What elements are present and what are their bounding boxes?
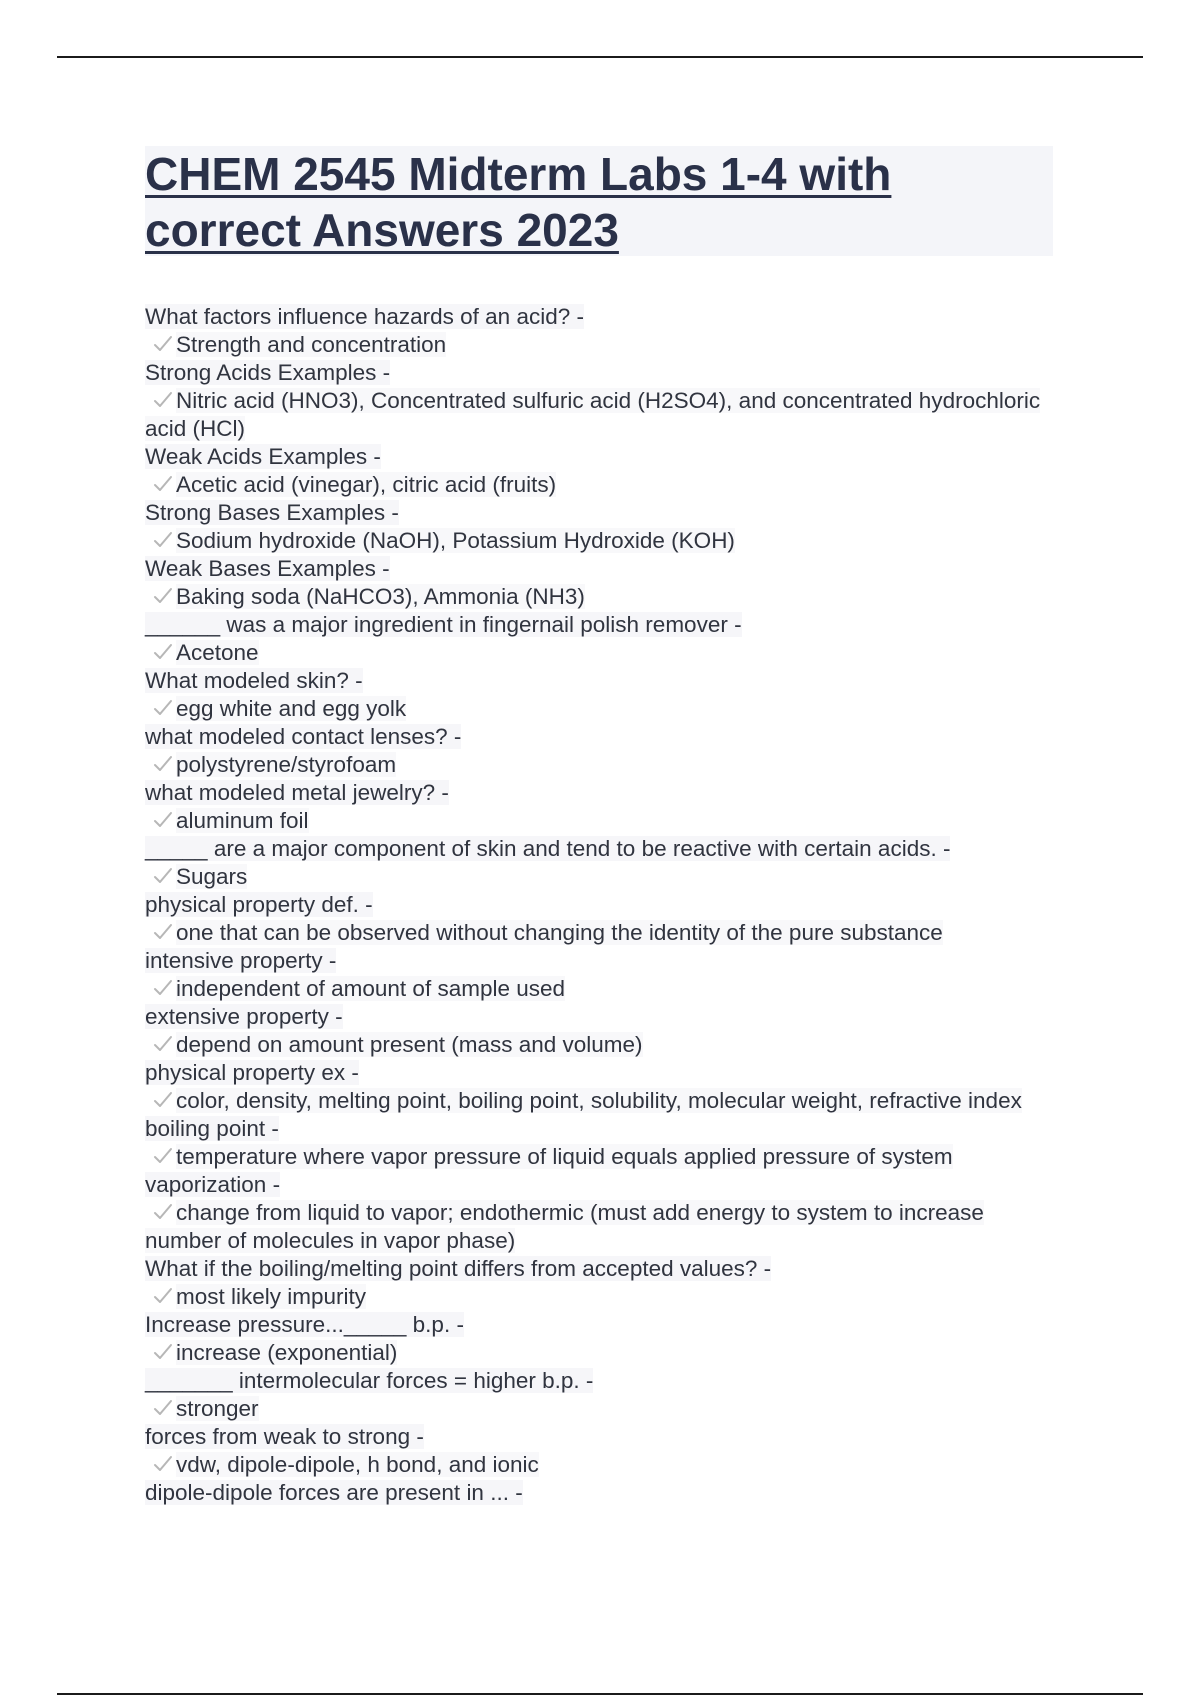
qa-list — [145, 303, 1065, 1507]
answer-text: depend on amount present (mass and volume) — [176, 1032, 643, 1057]
page-title — [145, 146, 1053, 258]
check-icon — [153, 1035, 173, 1053]
answer — [145, 527, 1065, 555]
qa-item — [145, 1367, 1065, 1423]
answer — [145, 331, 1065, 359]
qa-item — [145, 891, 1065, 947]
answer — [145, 1451, 1065, 1479]
qa-item — [145, 303, 1065, 359]
answer-text: increase (exponential) — [176, 1340, 398, 1365]
answer — [145, 1283, 1065, 1311]
check-icon — [153, 1455, 173, 1473]
question — [145, 891, 1065, 919]
check-icon — [153, 755, 173, 773]
question — [145, 1171, 1065, 1199]
answer-text: temperature where vapor pressure of liquid equals applied pressure of system — [176, 1144, 953, 1169]
question — [145, 555, 1065, 583]
answer — [145, 1031, 1065, 1059]
qa-item — [145, 555, 1065, 611]
check-icon — [153, 923, 173, 941]
answer-text: independent of amount of sample used — [176, 976, 566, 1001]
question-text: extensive property - — [145, 1004, 343, 1029]
qa-item — [145, 1479, 1065, 1507]
question-text: physical property def. - — [145, 892, 373, 917]
question-text: dipole-dipole forces are present in ... - — [145, 1480, 523, 1505]
answer-text: vdw, dipole-dipole, h bond, and ionic — [176, 1452, 539, 1477]
answer — [145, 807, 1065, 835]
qa-item — [145, 359, 1065, 443]
answer-text: Sodium hydroxide (NaOH), Potassium Hydroxide (KOH) — [176, 528, 735, 553]
question-text: _______ intermolecular forces = higher b.p. - — [145, 1368, 594, 1393]
answer — [145, 471, 1065, 499]
answer-text: Acetone — [176, 640, 259, 665]
question — [145, 835, 1065, 863]
qa-item — [145, 499, 1065, 555]
answer — [145, 751, 1065, 779]
check-icon — [153, 1147, 173, 1165]
check-icon — [153, 811, 173, 829]
qa-item — [145, 1423, 1065, 1479]
qa-item — [145, 947, 1065, 1003]
answer — [145, 975, 1065, 1003]
answer — [145, 1087, 1065, 1115]
qa-item — [145, 1311, 1065, 1367]
answer — [145, 863, 1065, 891]
question — [145, 303, 1065, 331]
check-icon — [153, 1343, 173, 1361]
check-icon — [153, 699, 173, 717]
top-rule — [57, 56, 1143, 58]
check-icon — [153, 1287, 173, 1305]
check-icon — [153, 1203, 173, 1221]
question-text: What if the boiling/melting point differs from accepted values? - — [145, 1256, 772, 1281]
qa-item — [145, 835, 1065, 891]
title-line-2: correct Answers 2023 — [145, 204, 619, 256]
answer-text: color, density, melting point, boiling point, solubility, molecular weight, refractive index — [176, 1088, 1022, 1113]
question-text: What factors influence hazards of an acid? - — [145, 304, 584, 329]
check-icon — [153, 531, 173, 549]
check-icon — [153, 1399, 173, 1417]
check-icon — [153, 979, 173, 997]
question-text: boiling point - — [145, 1116, 279, 1141]
qa-item — [145, 611, 1065, 667]
qa-item — [145, 1115, 1065, 1171]
question — [145, 1059, 1065, 1087]
check-icon — [153, 391, 173, 409]
answer-text: polystyrene/styrofoam — [176, 752, 397, 777]
question-text: What modeled skin? - — [145, 668, 363, 693]
answer — [145, 1143, 1065, 1171]
bottom-rule — [57, 1693, 1143, 1695]
answer-text: Sugars — [176, 864, 248, 889]
question — [145, 1479, 1065, 1507]
answer — [145, 639, 1065, 667]
answer — [145, 1199, 1065, 1255]
question-text: what modeled contact lenses? - — [145, 724, 462, 749]
question-text: ______ was a major ingredient in fingernail polish remover - — [145, 612, 742, 637]
check-icon — [153, 1091, 173, 1109]
answer-text: egg white and egg yolk — [176, 696, 407, 721]
question-text: forces from weak to strong - — [145, 1424, 424, 1449]
answer-text: most likely impurity — [176, 1284, 367, 1309]
question — [145, 1311, 1065, 1339]
question — [145, 499, 1065, 527]
check-icon — [153, 587, 173, 605]
qa-item — [145, 1059, 1065, 1115]
question-text: Increase pressure..._____ b.p. - — [145, 1312, 464, 1337]
answer-text: Nitric acid (HNO3), Concentrated sulfuric acid (H2SO4), and concentrated hydrochloric acid (HCl) — [145, 388, 1041, 441]
question — [145, 359, 1065, 387]
answer-text: Baking soda (NaHCO3), Ammonia (NH3) — [176, 584, 585, 609]
answer-text: stronger — [176, 1396, 259, 1421]
qa-item — [145, 1171, 1065, 1255]
question-text: Weak Bases Examples - — [145, 556, 390, 581]
answer-text: change from liquid to vapor; endothermic (must add energy to system to increase number of molecules in vapor phase) — [145, 1200, 984, 1253]
question-text: Strong Bases Examples - — [145, 500, 399, 525]
answer-text: Strength and concentration — [176, 332, 447, 357]
question — [145, 779, 1065, 807]
answer-text: one that can be observed without changing the identity of the pure substance — [176, 920, 943, 945]
check-icon — [153, 867, 173, 885]
question — [145, 443, 1065, 471]
qa-item — [145, 443, 1065, 499]
question-text: intensive property - — [145, 948, 337, 973]
question — [145, 1423, 1065, 1451]
question — [145, 947, 1065, 975]
title-line-1: CHEM 2545 Midterm Labs 1-4 with — [145, 148, 892, 200]
question-text: _____ are a major component of skin and tend to be reactive with certain acids. - — [145, 836, 951, 861]
answer — [145, 695, 1065, 723]
answer — [145, 583, 1065, 611]
qa-item — [145, 667, 1065, 723]
qa-item — [145, 1003, 1065, 1059]
check-icon — [153, 335, 173, 353]
question — [145, 723, 1065, 751]
answer — [145, 919, 1065, 947]
question-text: vaporization - — [145, 1172, 281, 1197]
answer — [145, 387, 1065, 443]
answer-text: aluminum foil — [176, 808, 309, 833]
qa-item — [145, 779, 1065, 835]
question-text: Strong Acids Examples - — [145, 360, 391, 385]
question — [145, 1003, 1065, 1031]
question — [145, 1367, 1065, 1395]
question-text: physical property ex - — [145, 1060, 359, 1085]
answer — [145, 1395, 1065, 1423]
qa-item — [145, 723, 1065, 779]
question — [145, 667, 1065, 695]
qa-item — [145, 1255, 1065, 1311]
answer-text: Acetic acid (vinegar), citric acid (fruits) — [176, 472, 557, 497]
check-icon — [153, 475, 173, 493]
question-text: what modeled metal jewelry? - — [145, 780, 449, 805]
question — [145, 1115, 1065, 1143]
question-text: Weak Acids Examples - — [145, 444, 381, 469]
check-icon — [153, 643, 173, 661]
question — [145, 611, 1065, 639]
question — [145, 1255, 1065, 1283]
answer — [145, 1339, 1065, 1367]
